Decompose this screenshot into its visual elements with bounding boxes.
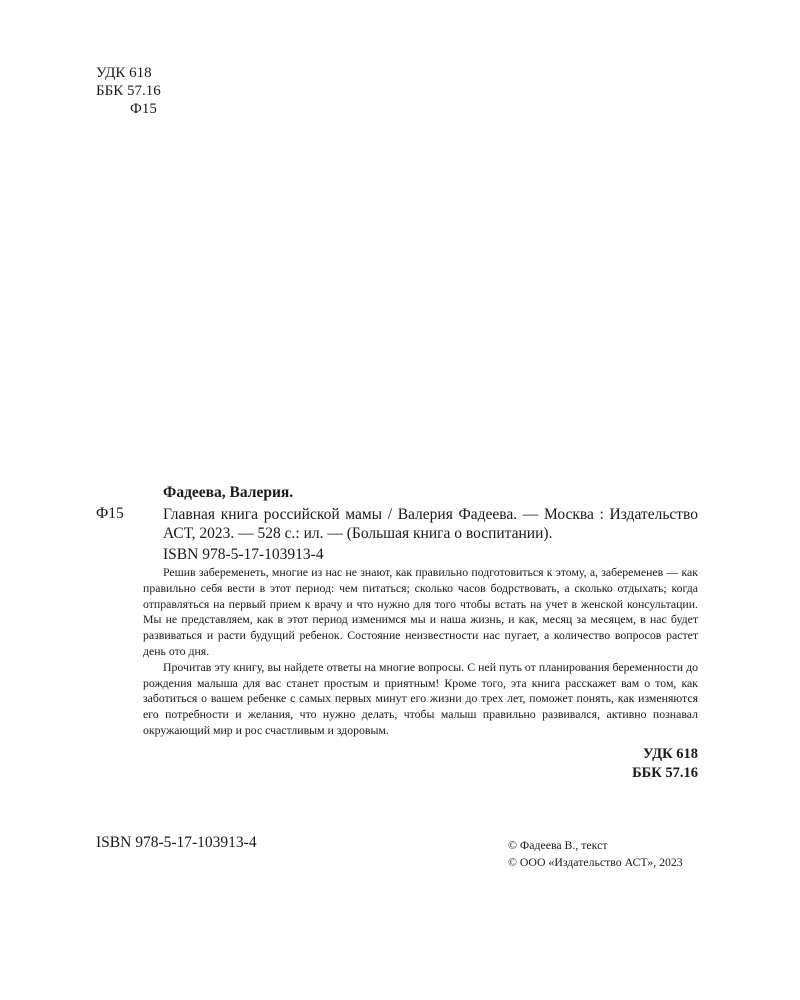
catalog-isbn: ISBN 978-5-17-103913-4 — [163, 546, 324, 563]
top-classification-codes — [96, 64, 161, 118]
copyright-block — [508, 837, 683, 871]
author-mark: Ф15 — [130, 101, 157, 117]
catalog-author-mark: Ф15 — [96, 505, 124, 522]
bottom-udk-code: УДК 618 — [642, 746, 698, 762]
publisher-copyright: © ООО «Издательство АСТ», 2023 — [508, 855, 683, 869]
bottom-bbk-code: ББК 57.16 — [632, 765, 698, 781]
book-annotation — [143, 565, 698, 739]
udk-code: УДК 618 — [96, 65, 152, 81]
annotation-paragraph: Решив забеременеть, многие из нас не знают, как правильно подготовиться к этому, а, забеременев — как правильно себя вести в этот период: чем питаться; сколько часов бодрствовать, а сколько отдыхать; когда отправляться на первый прием к врачу и что нужно для того чтобы встать на учет в женской консультации. Мы не представляем, как в этот период изменимся мы и наша жизнь, и как, месяц за месяцем, в нас будет развиваться и расти будущий ребенок. Состояние неизвестности нас пугает, а количество вопросов растет день ото дня. — [143, 565, 698, 658]
bottom-classification-codes — [632, 745, 698, 783]
bottom-isbn: ISBN 978-5-17-103913-4 — [96, 834, 257, 851]
annotation-paragraph: Прочитав эту книгу, вы найдете ответы на многие вопросы. С ней путь от планирования беременности до рождения малыша для вас станет простым и приятным! Кроме того, эта книга расскажет вам о том, как заботиться о вашем ребенке с самых первых минут его жизни до трех лет, поможет понять, как изменяются его потребности и желания, что нужно делать, чтобы малыш правильно развивался, активно познавал окружающий мир и рос счастливым и здоровым. — [143, 659, 698, 737]
catalog-bibliographic-description: Главная книга российской мамы / Валерия Фадеева. — Москва : Издательство АСТ, 2023. — 528 с.: ил. — (Большая книга о воспитании). — [163, 506, 698, 542]
catalog-author-heading: Фадеева, Валерия. — [163, 484, 294, 501]
text-copyright: © Фадеева В., текст — [508, 838, 608, 852]
bbk-code: ББК 57.16 — [96, 83, 161, 99]
